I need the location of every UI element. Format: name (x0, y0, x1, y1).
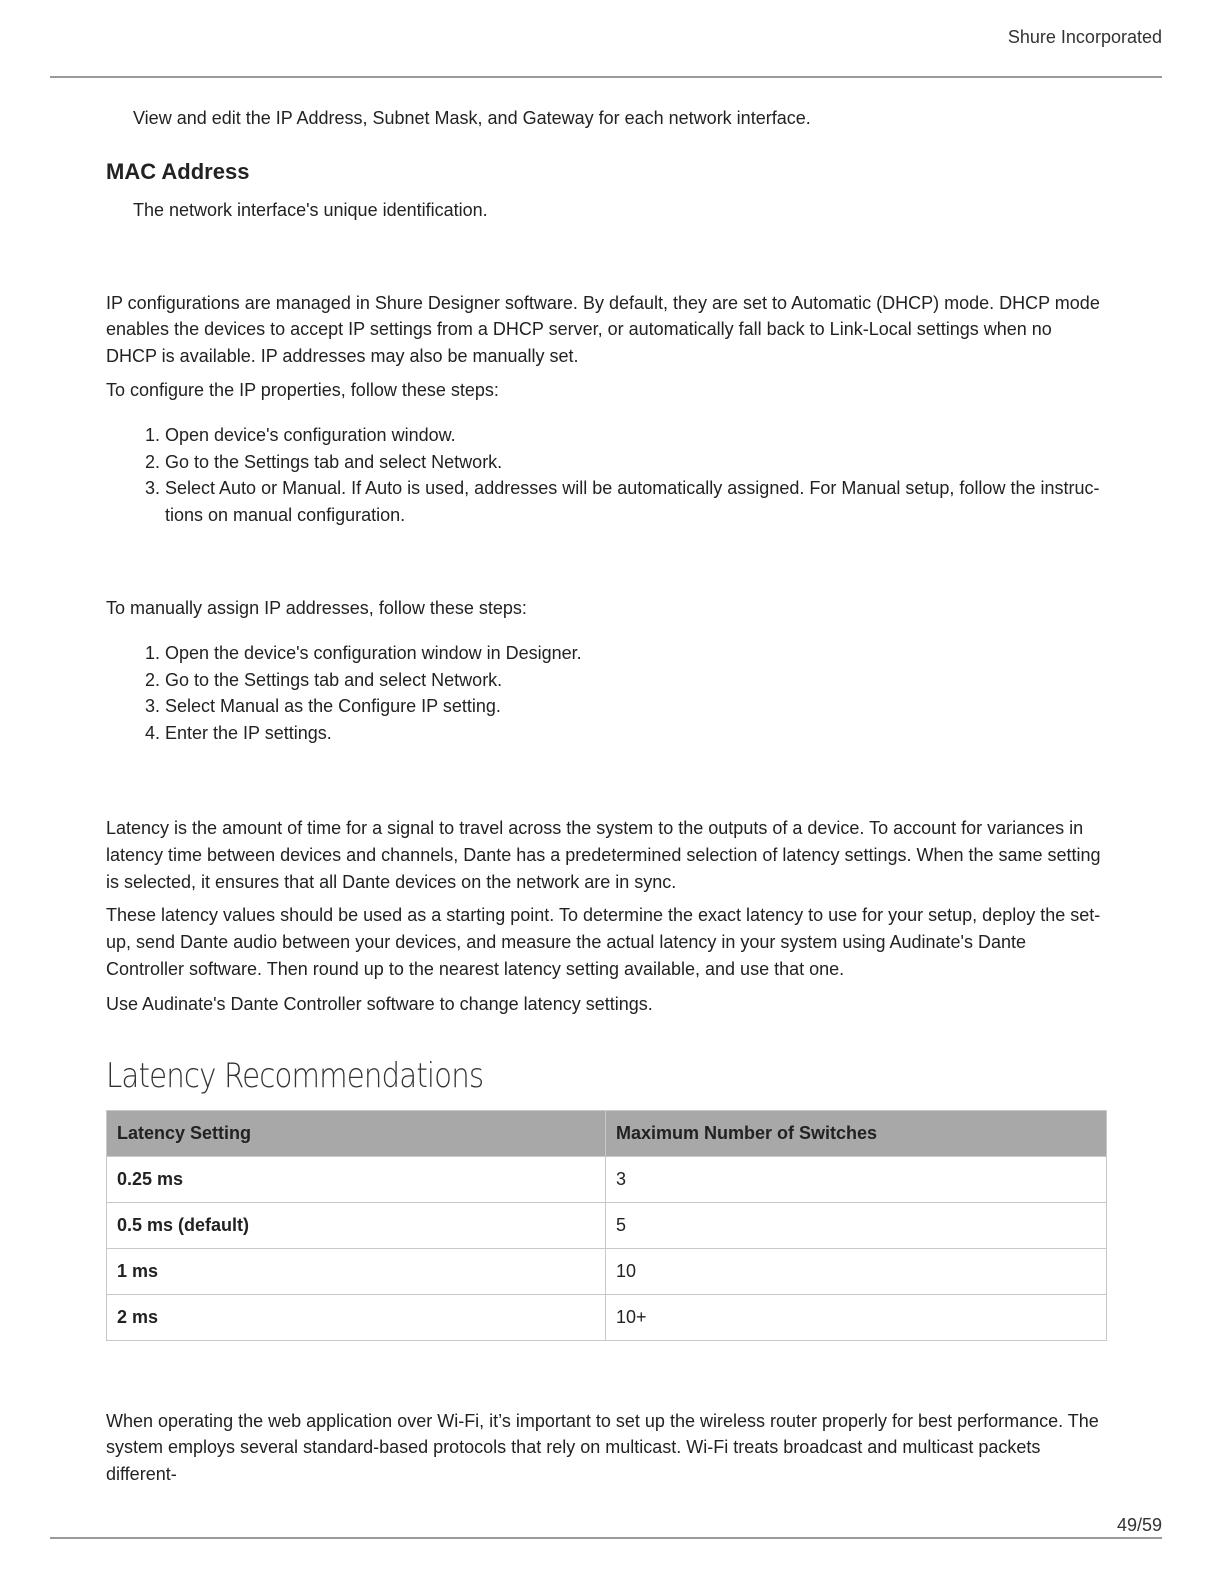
max-switches-cell: 3 (606, 1156, 1107, 1202)
latency-setting-cell: 0.5 ms (default) (107, 1202, 606, 1248)
manual-ip-steps-list (106, 640, 1106, 747)
table-row (107, 1294, 1107, 1340)
latency-table (106, 1110, 1107, 1341)
column-header: Latency Setting (107, 1110, 606, 1156)
wifi-paragraph: When operating the web application over Wi-Fi, it’s important to set up the wireless router properly for best performance. The system employs several standard-based protocols that rely on multicast. Wi-Fi treats broadcast and multicast packets different- (106, 1410, 1099, 1485)
max-switches-cell: 10+ (606, 1294, 1107, 1340)
mac-address-heading: MAC Address (106, 158, 250, 184)
latency-paragraph-2: These latency values should be used as a starting point. To determine the exact latency to use for your setup, deploy the setup, send Dante audio between your devices, and measure the actual latency in your system using Audinate's Dante Controller software. Then round up to the nearest latency setting available, and use that one. (106, 905, 1101, 979)
table-row (107, 1202, 1107, 1248)
latency-paragraph-3: Use Audinate's Dante Controller software to change latency settings. (106, 993, 653, 1014)
list-item: 2. Go to the Settings tab and select Network. (165, 449, 1106, 476)
latency-setting-cell: 1 ms (107, 1248, 606, 1294)
latency-setting-cell: 2 ms (107, 1294, 606, 1340)
table-header-row (107, 1110, 1107, 1156)
list-item: 1. Open the device's configuration window in Designer. (165, 640, 1106, 667)
mac-address-description: The network interface's unique identification. (133, 199, 488, 220)
max-switches-cell: 5 (606, 1202, 1107, 1248)
table-row (107, 1248, 1107, 1294)
latency-setting-cell: 0.25 ms (107, 1156, 606, 1202)
table-row (107, 1156, 1107, 1202)
footer-divider (50, 1537, 1162, 1539)
ip-intro-text: View and edit the IP Address, Subnet Mask, and Gateway for each network interface. (133, 108, 811, 128)
column-header: Maximum Number of Switches (606, 1110, 1107, 1156)
latency-recommendations-heading: Latency Recommendations (106, 1055, 484, 1096)
list-item: 1. Open device's configuration window. (165, 422, 1106, 449)
list-item: 4. Enter the IP settings. (165, 720, 1106, 747)
max-switches-cell: 10 (606, 1248, 1107, 1294)
list-item: 3. Select Manual as the Configure IP setting. (165, 693, 1106, 720)
header-company: Shure Incorporated (1007, 27, 1162, 47)
ip-config-paragraph: IP configurations are managed in Shure Designer software. By default, they are set to Automatic (DHCP) mode. DHCP mode enables the devices to accept IP settings from a DHCP server, or automatically fall back to Link-Local settings when no DHCP is available. IP addresses may also be manually set. (106, 292, 1100, 367)
list-item: 2. Go to the Settings tab and select Network. (165, 667, 1106, 694)
page-number: 49/59 (1116, 1515, 1162, 1535)
header-divider (50, 76, 1162, 78)
list-item: 3. Select Auto or Manual. If Auto is used, addresses will be automatically assigned. For Manual setup, follow the instructions on manual configuration. (165, 475, 1106, 529)
manual-ip-steps-intro: To manually assign IP addresses, follow these steps: (106, 597, 527, 618)
ip-config-steps-list (106, 422, 1106, 529)
ip-config-steps-intro: To configure the IP properties, follow these steps: (106, 379, 499, 400)
page-content (106, 105, 1106, 1488)
latency-paragraph-1: Latency is the amount of time for a signal to travel across the system to the outputs of a device. To account for variances in latency time between devices and channels, Dante has a predetermined selection of latency settings. When the same setting is selected, it ensures that all Dante devices on the network are in sync. (106, 817, 1101, 892)
